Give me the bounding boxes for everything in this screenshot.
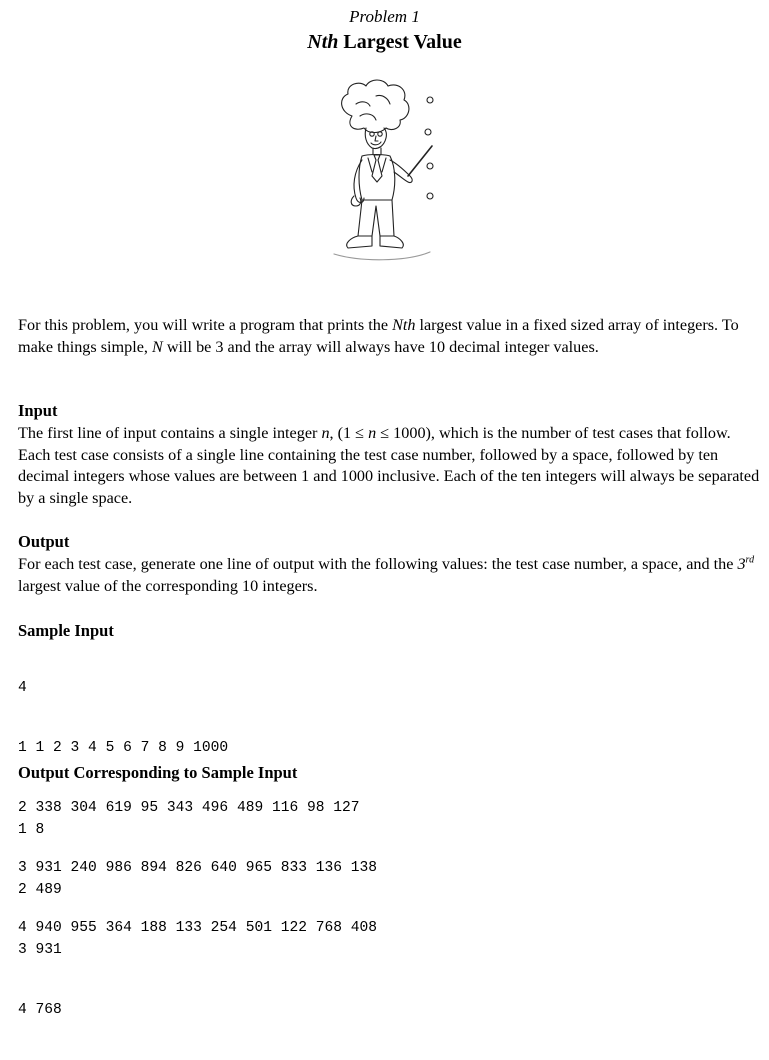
output-heading: Output [18,532,70,551]
intro-text-1: For this problem, you will write a program that prints the [18,316,393,334]
intro-n: N [151,337,163,356]
intro-text-3: will be 3 and the array will always have 10 decimal integer values. [162,337,599,356]
intro-paragraph [18,315,760,358]
sample-input-line: 3 931 240 986 894 826 640 965 833 136 138 [18,860,378,876]
input-heading: Input [18,401,58,420]
sample-input-line: 2 338 304 619 95 343 496 489 116 98 127 [18,800,360,816]
sample-output-line: 3 931 [18,942,62,958]
title-italic: Nth [307,31,339,53]
sample-input-block [18,638,377,978]
input-paragraph [18,423,760,509]
output-num: 3 [737,555,746,573]
problem-label: Problem 1 [349,7,420,26]
sample-input-line: 4 [18,680,27,696]
sample-output-line: 1 8 [18,822,45,838]
input-text-1: The first line of input contains a single integer [18,424,322,442]
input-var-n: n [321,424,330,442]
sample-output-line: 2 489 [18,882,62,898]
sample-output-heading: Output Corresponding to Sample Input [18,763,298,782]
title-rest: Largest Value [338,31,462,53]
intro-text-2: largest value in a fixed sized array of integers. To make things simple, [18,316,739,356]
output-sup: rd [745,554,755,566]
sample-input-heading: Sample Input [18,621,114,640]
input-var-n2: n [368,424,377,442]
intro-nth: Nth [392,316,416,334]
sample-output-block [18,780,62,1060]
input-text-2: , (1 ≤ [329,424,369,442]
sample-input-line: 4 940 955 364 188 133 254 501 122 768 408 [18,920,378,936]
output-text-2: largest value of the corresponding 10 integers. [18,576,318,595]
professor-illustration [310,76,450,266]
sample-input-line: 1 1 2 3 4 5 6 7 8 9 1000 [18,740,229,756]
output-text-1: For each test case, generate one line of output with the following values: the test case number, a space, and the [18,555,738,573]
page-title [0,31,769,54]
sample-output-line: 4 768 [18,1002,62,1018]
input-text-3: ≤ 1000), which is the number of test cases that follow. Each test case consists of a single line containing the test case number, followed by a space, followed by ten decimal integers whose values are between 1 and 1000 inclusive. Each of the ten integers will always be separated by a single space. [18,424,760,507]
output-paragraph [18,554,760,597]
